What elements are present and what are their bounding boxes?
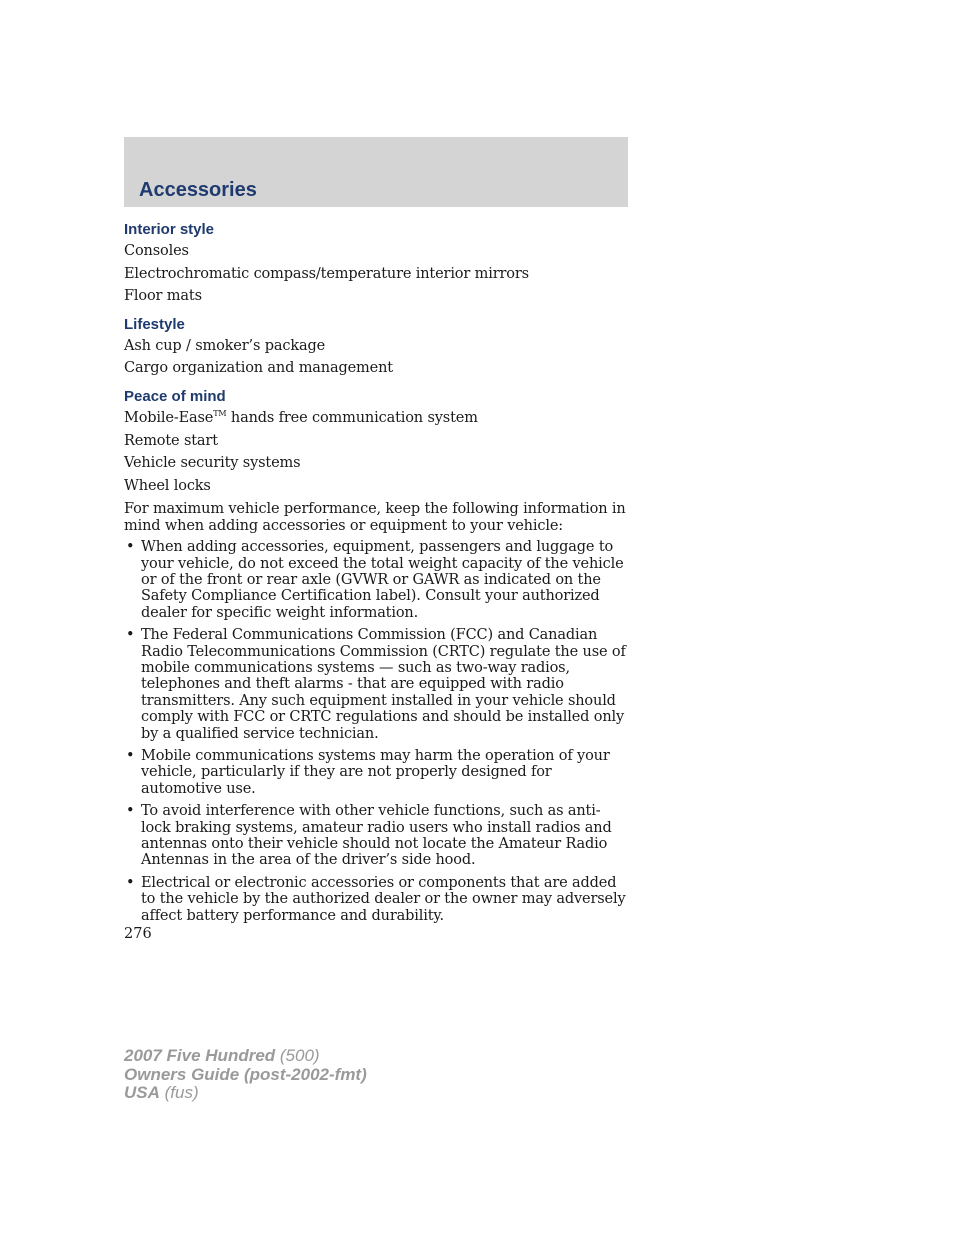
page-title: Accessories [139,179,257,201]
footer-line-guide [124,1066,367,1085]
bullet-text: To avoid interference with other vehicle functions, such as anti-lock braking systems, amateur radio users who install radios and antennas onto their vehicle should not locate the Amateur Radio Antennas in the area of the driver’s side hood. [141,803,612,869]
list-item: Remote start [124,432,218,449]
bullet-item [124,748,628,797]
bullet-symbol: • [126,627,135,644]
document-footer [124,1047,367,1103]
footer-model-code: (500) [275,1046,320,1065]
list-item: Ash cup / smoker’s package [124,337,326,354]
bullet-item [124,803,628,869]
bullet-symbol: • [126,874,135,891]
list-item: Electrochromatic compass/temperature interior mirrors [124,265,529,282]
bullet-text: When adding accessories, equipment, passengers and luggage to your vehicle, do not exceed the total weight capacity of the vehicle or of the front or rear axle (GVWR or GAWR as indicated on the Safety Compliance Certification label). Consult your authorized dealer for specific weight information. [141,539,624,621]
footer-guide-name: Owners Guide (post-2002-fmt) [124,1064,367,1084]
list-item: Vehicle security systems [124,455,301,472]
page-number: 276 [124,926,152,942]
heading-lifestyle: Lifestyle [124,315,185,333]
bullet-list [124,539,628,924]
bullet-symbol: • [126,748,135,765]
list-item: Wheel locks [124,477,211,494]
bullet-item [124,627,628,742]
bullet-text: Mobile communications systems may harm the operation of your vehicle, particularly if they are not properly designed for automotive use. [141,748,610,797]
list-item: Cargo organization and management [124,360,393,377]
heading-interior-style: Interior style [124,221,215,238]
footer-model-name: 2007 Five Hundred [124,1046,276,1065]
list-item: Floor mats [124,288,202,305]
bullet-symbol: • [126,803,135,820]
mobile-ease-description: hands free communication system [226,409,478,426]
mobile-ease-name: Mobile-Ease [124,409,214,426]
list-item: Consoles [124,243,189,259]
footer-line-market [124,1084,367,1103]
heading-peace-of-mind: Peace of mind [124,387,226,405]
intro-paragraph: For maximum vehicle performance, keep the following information in mind when adding accessories or equipment to your vehicle: [124,501,626,534]
list-item [124,407,628,430]
section-header-band [124,137,628,207]
footer-line-model [124,1047,367,1066]
page-content [124,220,628,930]
bullet-item [124,539,628,621]
bullet-item [124,875,628,924]
trademark-mark: TM [213,408,227,418]
bullet-text: The Federal Communications Commission (FCC) and Canadian Radio Telecommunications Commission (CRTC) regulate the use of mobile communications systems — such as two-way radios, telephones and theft alarms - that are equipped with radio transmitters. Any such equipment installed in your vehicle should comply with FCC or CRTC regulations and should be installed only by a qualified service technician. [141,627,626,742]
footer-market-name: USA [124,1083,160,1102]
bullet-text: Electrical or electronic accessories or components that are added to the vehicle by the authorized dealer or the owner may adversely affect battery performance and durability. [141,874,626,924]
footer-market-code: (fus) [159,1083,199,1102]
bullet-symbol: • [126,539,135,556]
